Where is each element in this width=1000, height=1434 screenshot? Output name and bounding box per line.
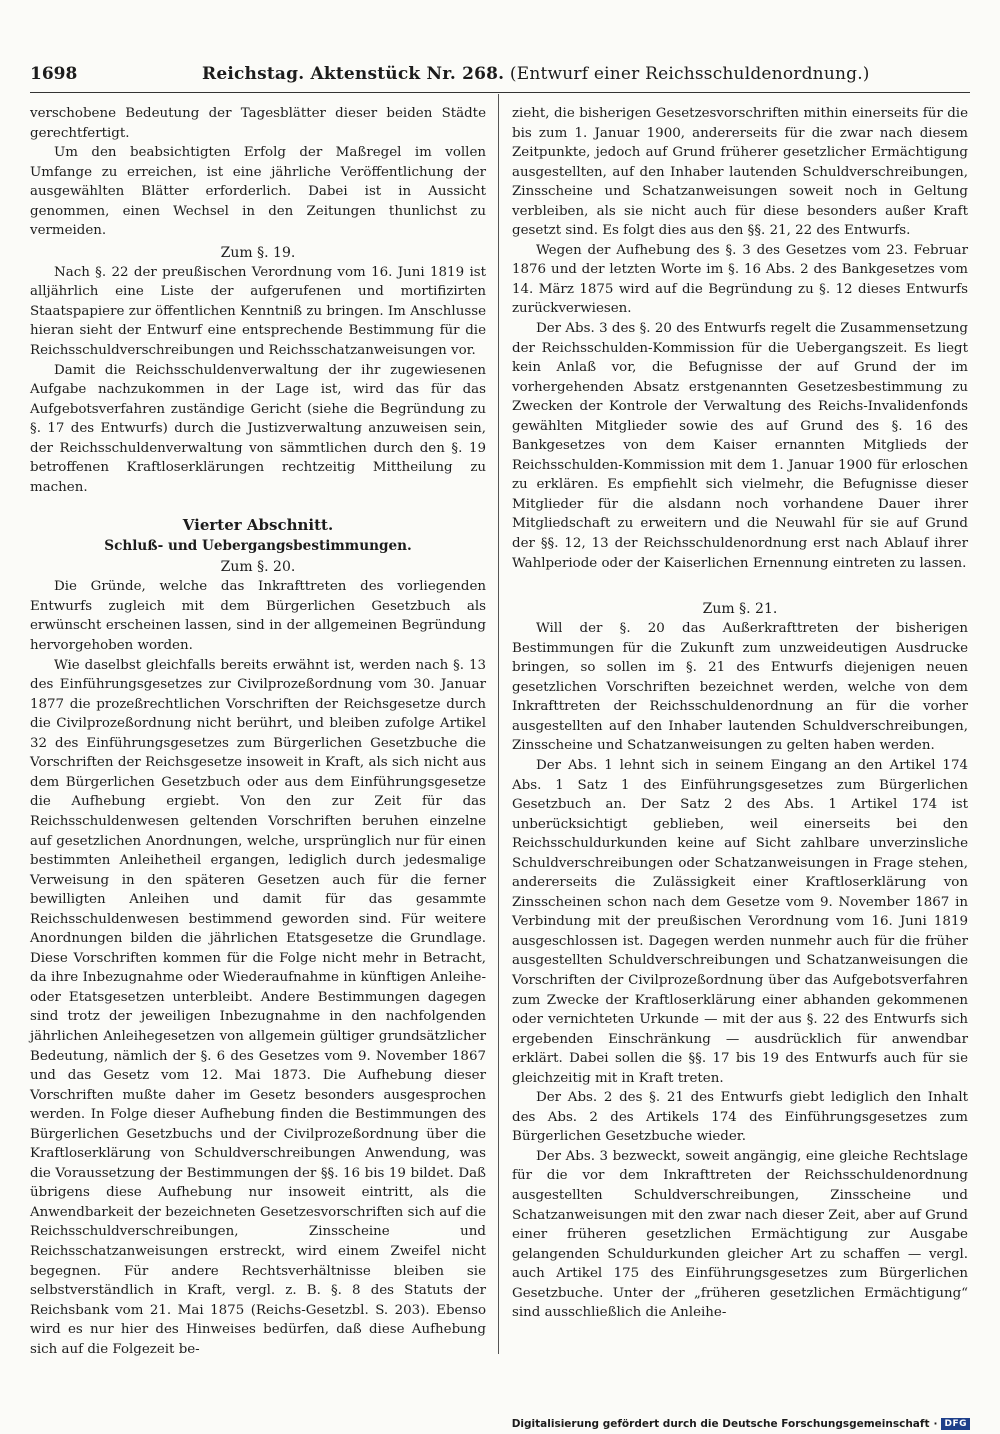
digitization-credit (512, 1418, 970, 1430)
separator-dot: · (933, 1418, 938, 1430)
paragraph: Will der §. 20 das Außerkrafttreten der bisherigen Bestimmungen für die Zukunft zum unzweideutigen Ausdrucke bringen, so sollen im §. 21 des Entwurfs diejenigen neuen gesetzlichen Vorschriften bezeichnet werden, welche von dem Inkrafttreten der Reichsschuldenordnung an für die vorher ausgestellten auf den Inhaber lautenden Schuldverschreibungen, Zinsscheine und Schatzanweisungen zu gelten haben werden. (512, 621, 968, 754)
paragraph: Der Abs. 1 lehnt sich in seinem Eingang an den Artikel 174 Abs. 1 Satz 1 des Einführungsgesetzes zum Bürgerlichen Gesetzbuch an. Der Satz 2 des Abs. 1 Artikel 174 ist unberücksichtigt geblieben, weil einerseits bei den Reichsschuldurkunden keine auf Sicht zahlbare unverzinsliche Schuldverschreibungen oder Schatzanweisungen in Frage stehen, andererseits die Zulässigkeit einer Kraftloserklärung von Zinsscheinen schon nach dem Gesetze vom 9. November 1867 in Verbindung mit der preußischen Verordnung vom 16. Juni 1819 ausgeschlossen ist. Dagegen werden nunmehr auch für die früher ausgestellten Schuldverschreibungen und Schatzanweisungen die Vorschriften der Civilprozeßordnung über das Aufgebotsverfahren zum Zwecke der Kraftloserklärung einer abhanden gekommenen oder vernichteten Urkunde — mit der aus §. 22 des Entwurfs sich ergebenden Einschränkung — ausdrücklich für anwendbar erklärt. Dabei sollen die §§. 17 bis 19 des Entwurfs auch für sie gleichzeitig mit in Kraft treten. (512, 757, 968, 1086)
right-column (512, 104, 968, 1321)
paragraph: Der Abs. 2 des §. 21 des Entwurfs giebt lediglich den Inhalt des Abs. 2 des Artikels 174 des Einführungsgesetzes zum Bürgerlichen Gesetzbuche wieder. (512, 1090, 968, 1145)
paragraph: Der Abs. 3 bezweckt, soweit angängig, eine gleiche Rechtslage für die vor dem Inkrafttreten der Reichsschuldenordnung ausgestellten Schuldverschreibungen, Zinsscheine und Schatzanweisungen mit den zwar nach dieser Zeit, aber auf Grund einer früheren gesetzlichen Ermächtigung zur Ausgabe gelangenden Schuldurkunden gleicher Art zu schaffen — vergl. auch Artikel 175 des Einführungsgesetzes zum Bürgerlichen Gesetzbuche. Unter der „früheren gesetzlichen Ermächtigung“ sind ausschließlich die Anleihe- (512, 1148, 968, 1321)
paragraph: Damit die Reichsschuldenverwaltung der ihr zugewiesenen Aufgabe nachzukommen in der Lage ist, wird das für das Aufgebotsverfahren zuständige Gericht (siehe die Begründung zu §. 17 des Entwurfs) durch die Justizverwaltung anzuweisen sein, der Reichsschuldenverwaltung von sämmtlichen durch den §. 19 betroffenen Kraftloserklärungen rechtzeitig Mittheilung zu machen. (30, 362, 486, 495)
chapter-heading: Vierter Abschnitt. (182, 516, 334, 535)
left-column (30, 104, 486, 1359)
chapter-subheading: Schluß- und Uebergangsbestimmungen. (104, 538, 412, 555)
paragraph: verschobene Bedeutung der Tagesblätter dieser beiden Städte gerechtfertigt. (30, 106, 486, 141)
paragraph: Um den beabsichtigten Erfolg der Maßregel im vollen Umfange zu erreichen, ist eine jährliche Veröffentlichung der ausgewählten Blätter erforderlich. Dabei ist in Aussicht genommen, einen Wechsel in den Zeitungen thunlichst zu vermeiden. (30, 145, 486, 239)
paragraph: zieht, die bisherigen Gesetzesvorschriften mithin einerseits für die bis zum 1. Januar 1900, andererseits für die zwar nach diesem Zeitpunkte, jedoch auf Grund früherer gesetzlicher Ermächtigung ausgestellten, auf den Inhaber lautenden Schuldverschreibungen, Zinsscheine und Schatzanweisungen soweit noch in Geltung verbleiben, als sie nicht auch für diese besonders außer Kraft gesetzt sind. Es folgt dies aus den §§. 21, 22 des Entwurfs. (512, 106, 968, 239)
running-title (202, 64, 870, 84)
paragraph: Nach §. 22 der preußischen Verordnung vom 16. Juni 1819 ist alljährlich eine Liste der aufgerufenen und mortifizirten Staatspapiere zur öffentlichen Kenntniß zu bringen. Im Anschlusse hieran sieht der Entwurf eine entsprechende Bestimmung für die Reichsschuldverschreibungen und Reichsschatzanweisungen vor. (30, 264, 486, 359)
page-number: 1698 (30, 64, 78, 84)
section-title-19: Zum §. 19. (220, 244, 296, 261)
paragraph: Wegen der Aufhebung des §. 3 des Gesetzes vom 23. Februar 1876 und der letzten Worte im §. 16 Abs. 2 des Bankgesetzes vom 14. März 1875 wird auf die Begründung zu §. 12 dieses Entwurfs zurückverwiesen. (512, 242, 968, 317)
dfg-logo: DFG (941, 1418, 970, 1430)
paragraph: Der Abs. 3 des §. 20 des Entwurfs regelt die Zusammensetzung der Reichsschulden-Kommission für die Uebergangszeit. Es liegt kein Anlaß vor, die Befugnisse der auf Grund der im vorhergehenden Absatz erstgenannten Gesetzesbestimmung zu Zwecken der Kontrole der Verwaltung des Reichs-Invalidenfonds gewählten Mitglieder sowie des auf Grund des §. 16 des Bankgesetzes von dem Kaiser ernannten Mitglieds der Reichsschulden-Kommission mit dem 1. Januar 1900 für erloschen zu erklären. Es empfiehlt sich vielmehr, die Befugnisse dieser Mitglieder für die alsdann noch vorhandene Dauer ihrer Mitgliedschaft zu erweitern und die Neuwahl für sie auf Grund der §§. 12, 13 der Reichsschuldenordnung erst nach Ablauf ihrer Wahlperiode oder der Kaiserlichen Ernennung eintreten zu lassen. (512, 321, 968, 571)
credit-text: Digitalisierung gefördert durch die Deutsche Forschungsgemeinschaft (511, 1418, 930, 1430)
paragraph: Wie daselbst gleichfalls bereits erwähnt ist, werden nach §. 13 des Einführungsgesetzes zur Civilprozeßordnung vom 30. Januar 1877 die prozeßrechtlichen Vorschriften der Reichsgesetze durch die Civilprozeßordnung nicht berührt, und bleiben zufolge Artikel 32 des Einführungsgesetzes zum Bürgerlichen Gesetzbuche die Vorschriften der Reichsgesetze insoweit in Kraft, als sich nicht aus dem Bürgerlichen Gesetzbuch oder aus dem Einführungsgesetze die Aufhebung ergiebt. Von den zur Zeit für das Reichsschuldenwesen geltenden Vorschriften beruhen einzelne auf gesetzlichen Anordnungen, welche, ursprünglich nur für einen bestimmten Anleihetheil ergangen, lediglich durch jedesmalige Verweisung in den späteren Gesetzen auch für die ferner bewilligten Anleihen und damit für das gesammte Reichsschuldenwesen bestimmend geworden sind. Für weitere Anordnungen bilden die jährlichen Etatsgesetze die Grundlage. Diese Vorschriften kommen für die Folge nicht mehr in Betracht, da ihre Inbezugnahme oder Wiederaufnahme in künftigen Anleihe- oder Etatsgesetzen unterbleibt. Andere Bestimmungen dagegen sind trotz der jeweiligen Inbezugnahme in den nachfolgenden jährlichen Anleihegesetzen von allgemein gültiger grundsätzlicher Bedeutung, nämlich der §. 6 des Gesetzes vom 9. November 1867 und das Gesetz vom 12. Mai 1873. Die Aufhebung dieser Vorschriften mußte daher im Gesetz besonders ausgesprochen werden. In Folge dieser Aufhebung finden die Bestimmungen des Bürgerlichen Gesetzbuchs und der Civilprozeßordnung über die Kraftloserklärung von Schuldverschreibungen Anwendung, was die Voraussetzung der Bestimmungen der §§. 16 bis 19 bildet. Daß übrigens diese Aufhebung nur insoweit eintritt, als die Anwendbarkeit der bezeichneten Gesetzesvorschriften sich auf die Reichsschuldverschreibungen, Zinsscheine und Reichsschatzanweisungen erstreckt, wird einem Zweifel nicht begegnen. Für andere Rechtsverhältnisse bleiben sie selbstverständlich in Kraft, vergl. z. B. §. 8 des Statuts der Reichsbank vom 21. Mai 1875 (Reichs-Gesetzbl. S. 203). Ebenso wird es nur hier des Hinweises bedürfen, daß diese Aufhebung sich auf die Folgezeit be- (30, 657, 486, 1357)
paragraph: Die Gründe, welche das Inkrafttreten des vorliegenden Entwurfs zugleich mit dem Bürgerlichen Gesetzbuch als erwünscht erscheinen lassen, sind in der allgemeinen Begründung hervorgehoben worden. (30, 579, 486, 654)
page-header (30, 60, 970, 93)
running-title-sub: (Entwurf einer Reichsschuldenordnung.) (509, 64, 870, 84)
column-divider (498, 94, 499, 1354)
section-title-20: Zum §. 20. (220, 559, 296, 576)
section-title-21: Zum §. 21. (702, 601, 778, 618)
running-title-main: Reichstag. Aktenstück Nr. 268. (202, 64, 505, 84)
